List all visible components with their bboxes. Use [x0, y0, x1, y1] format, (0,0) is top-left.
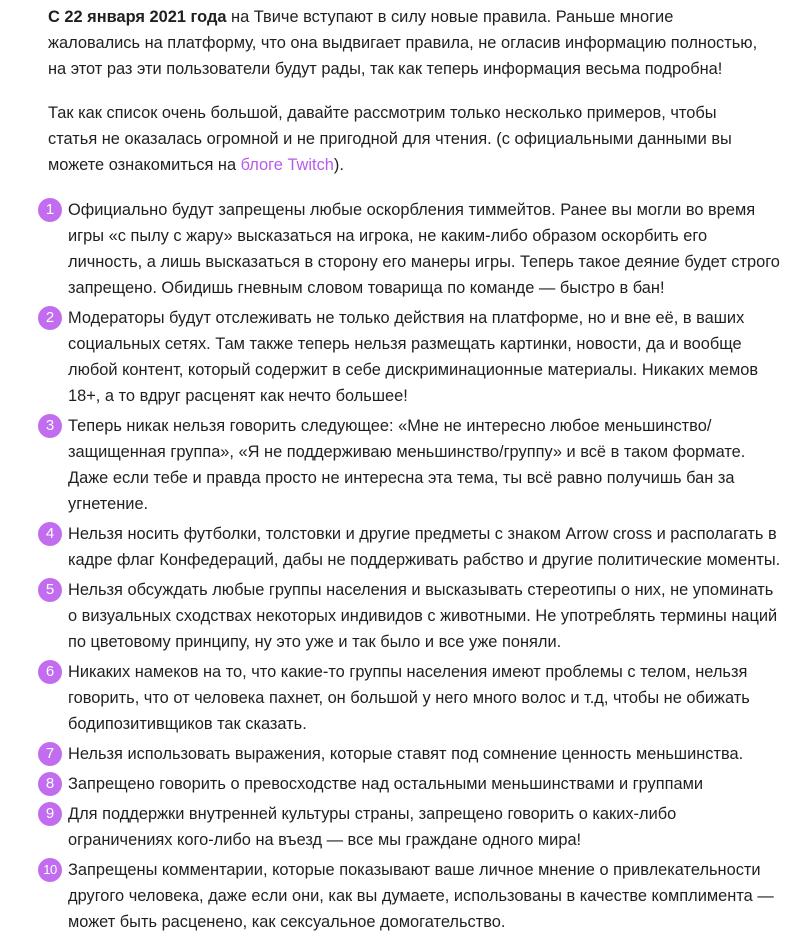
- source-paragraph: [48, 100, 768, 178]
- number-badge: 8: [38, 772, 62, 796]
- list-item: [0, 857, 782, 935]
- list-item: [0, 801, 782, 853]
- source-text-after: ).: [333, 156, 344, 174]
- list-item-text: Нельзя носить футболки, толстовки и другие предметы с знаком Arrow cross и располагать в кадре флаг Конфедераций, дабы не поддерживать рабство и другие политические моменты.: [68, 525, 781, 569]
- source-text-before: Так как список очень большой, давайте рассмотрим только несколько примеров, чтобы статья не оказалась огромной и не пригодной для чтения. (с официальными данными вы можете ознакомиться на: [48, 104, 732, 174]
- list-item: [0, 521, 782, 573]
- list-item-text: Нельзя обсуждать любые группы населения и высказывать стереотипы о них, не упоминать о визуальных сходствах некоторых индивидов с животными. Не употреблять термины наций по цветовому принципу, ну это уже и так было и все уже поняли.: [68, 581, 778, 651]
- number-badge: 10: [38, 858, 62, 882]
- list-item: [0, 577, 782, 655]
- number-badge: 2: [38, 306, 62, 330]
- list-item-text: Теперь никак нельзя говорить следующее: «Мне не интересно любое меньшинство/защищенная группа», «Я не поддерживаю меньшинство/группу» и всё в таком формате. Даже если тебе и правда просто не интересна эта тема, ты всё равно получишь бан за угнетение.: [68, 417, 746, 513]
- list-item-text: Запрещено говорить о превосходстве над остальными меньшинствами и группами: [68, 775, 704, 793]
- number-badge: 1: [38, 198, 62, 222]
- list-item: [0, 197, 782, 301]
- intro-date: С 22 января 2021 года: [48, 8, 227, 26]
- number-badge: 4: [38, 522, 62, 546]
- twitch-blog-link[interactable]: блоге Twitch: [240, 156, 334, 174]
- list-item-text: Официально будут запрещены любые оскорбления тиммейтов. Ранее вы могли во время игры «с пылу с жару» высказаться на игрока, не каким-либо образом оскорбить его личность, а лишь высказаться в сторону его манеры игры. Теперь такое деяние будет строго запрещено. Обидишь гневным словом товарища по команде — быстро в бан!: [68, 201, 780, 297]
- list-item-text: Никаких намеков на то, что какие-то группы населения имеют проблемы с телом, нельзя говорить, что от человека пахнет, он большой у него много волос и т.д, чтобы не обижать бодипозитивщиков так сказать.: [68, 663, 750, 733]
- list-item: [0, 413, 782, 517]
- list-item: [0, 305, 782, 409]
- intro-text: на Твиче вступают в силу новые правила. Раньше многие жаловались на платформу, что она выдвигает правила, не огласив информацию полностью, на этот раз эти пользователи будут рады, так как теперь информация весьма подробна!: [48, 8, 758, 78]
- number-badge: 3: [38, 414, 62, 438]
- intro-paragraph: [48, 4, 768, 82]
- list-item-text: Для поддержки внутренней культуры страны, запрещено говорить о каких-либо ограничениях кого-либо на въезд — все мы граждане одного мира!: [68, 805, 677, 849]
- list-item-text: Модераторы будут отслеживать не только действия на платформе, но и вне её, в ваших социальных сетях. Там также теперь нельзя размещать картинки, новости, да и вообще любой контент, который содержит в себе дискриминационные материалы. Никаких мемов 18+, а то вдруг расценят как нечто большее!: [68, 309, 759, 405]
- number-badge: 7: [38, 742, 62, 766]
- list-item-text: Запрещены комментарии, которые показывают ваше личное мнение о привлекательности другого человека, даже если они, как вы думаете, использованы в качестве комплимента — может быть расценено, как сексуальное домогательство.: [68, 861, 774, 931]
- number-badge: 6: [38, 660, 62, 684]
- rules-list: [0, 197, 787, 935]
- list-item: [0, 771, 782, 797]
- list-item: [0, 659, 782, 737]
- number-badge: 5: [38, 578, 62, 602]
- number-badge: 9: [38, 802, 62, 826]
- list-item-text: Нельзя использовать выражения, которые ставят под сомнение ценность меньшинства.: [68, 745, 744, 763]
- list-item: [0, 741, 782, 767]
